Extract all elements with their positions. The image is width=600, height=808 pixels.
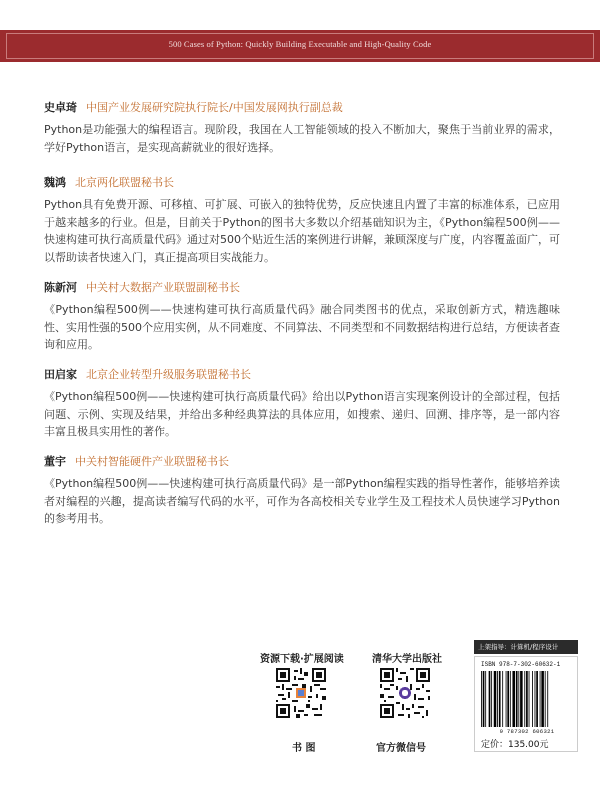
endorser-title: 北京两化联盟秘书长 — [75, 176, 174, 189]
endorser-name: 董宇 — [44, 455, 66, 468]
barcode-bar — [502, 671, 503, 727]
barcode-bar — [510, 671, 511, 727]
barcode-bar — [529, 671, 530, 727]
barcode-bar — [516, 671, 518, 727]
endorser-title: 中国产业发展研究院执行院长/中国发展网执行副总裁 — [86, 101, 343, 114]
endorsement-block — [44, 281, 560, 354]
qr-code-icon[interactable] — [276, 668, 326, 718]
barcode-bar — [499, 671, 501, 727]
barcode-bar — [518, 671, 519, 727]
barcode-bar — [506, 671, 507, 727]
endorsement-text: 《Python编程500例——快速构建可执行高质量代码》是一部Python编程实践的指导性著作，能够培养读者对编程的兴趣，提高读者编写代码的水平，可作为各高校相关专业学生及工程技术人员快速学习Python的参考用书。 — [44, 477, 560, 525]
category-label — [474, 640, 578, 654]
barcode-bar — [545, 671, 546, 727]
barcode-bar — [507, 671, 509, 727]
endorser-name: 田启家 — [44, 368, 77, 381]
endorser-name: 陈新河 — [44, 281, 77, 294]
isbn-text: ISBN 978-7-302-60632-1 — [481, 661, 561, 668]
barcode-bar — [491, 671, 492, 727]
series-banner — [0, 30, 600, 62]
endorsement-text: Python具有免费开源、可移植、可扩展、可嵌入的独特优势，反应快速且内置了丰富的标准体系，已应用于越来越多的行业。但是，目前关于Python的图书大多数以介绍基础知识为主，《Python编程500例——快速构建可执行高质量代码》通过对500个贴近生活的案例进行讲解，兼顾深度与广度，内容覆盖面广，可以帮助读者快速入门，真正提高项目实战能力。 — [44, 198, 560, 264]
barcode-bar — [520, 671, 523, 727]
barcode-digits: 9 787302 606321 — [499, 728, 555, 735]
barcode-bar — [485, 671, 486, 727]
qr-label-publisher: 清华大学出版社 — [372, 654, 442, 665]
endorser-name: 魏鸿 — [44, 176, 66, 189]
barcode-bar — [494, 671, 497, 727]
qr-caption-wechat: 官方微信号 — [376, 743, 426, 754]
barcode-bar — [512, 671, 515, 727]
barcode-bar — [547, 671, 548, 727]
barcode-bar — [540, 671, 541, 727]
endorsement-block — [44, 101, 560, 156]
qr-caption-book: 书 图 — [292, 743, 316, 754]
banner-subtitle: 500 Cases of Python: Quickly Building Executable and High-Quality Code — [168, 39, 432, 49]
endorsement-block — [44, 455, 560, 528]
endorsement-block — [44, 176, 560, 266]
price-text: 定价：135.00元 — [481, 740, 549, 750]
barcode-bar — [532, 671, 533, 727]
barcode-bar — [489, 671, 491, 727]
barcode-bar — [535, 671, 536, 727]
endorser-title: 北京企业转型升级服务联盟秘书长 — [86, 368, 251, 381]
endorser-title: 中关村智能硬件产业联盟秘书长 — [75, 455, 229, 468]
qr-code-icon[interactable] — [380, 668, 430, 718]
barcode-bar — [536, 671, 538, 727]
barcode-bar — [541, 671, 544, 727]
barcode-bar — [497, 671, 498, 727]
endorser-name: 史卓琦 — [44, 101, 77, 114]
barcode-bar — [483, 671, 485, 727]
qr-label-resources: 资源下载·扩展阅读 — [260, 654, 344, 665]
barcode-bar — [481, 671, 482, 727]
barcode-icon — [481, 671, 573, 727]
barcode-bar — [526, 671, 528, 727]
endorsement-block — [44, 368, 560, 441]
endorsement-text: Python是功能强大的编程语言。现阶段，我国在人工智能领域的投入不断加大，聚焦于当前业界的需求，学好Python语言，是实现高薪就业的很好选择。 — [44, 123, 560, 154]
endorsement-text: 《Python编程500例——快速构建可执行高质量代码》融合同类图书的优点，采取创新方式，精选趣味性、实用性强的500个应用实例，从不同难度、不同算法、不同类型和不同数据结构进行总结，方便读者查询和应用。 — [44, 303, 560, 351]
barcode-bar — [524, 671, 525, 727]
category-text: 上架指导：计算机/程序设计 — [478, 643, 559, 651]
endorsement-text: 《Python编程500例——快速构建可执行高质量代码》给出以Python语言实现案例设计的全部过程，包括问题、示例、实现及结果，并给出多种经典算法的具体应用，如搜索、递归、回溯、排序等，是一部内容丰富且极具实用性的著作。 — [44, 390, 560, 438]
endorser-title: 中关村大数据产业联盟副秘书长 — [86, 281, 240, 294]
barcode-panel — [474, 656, 578, 752]
